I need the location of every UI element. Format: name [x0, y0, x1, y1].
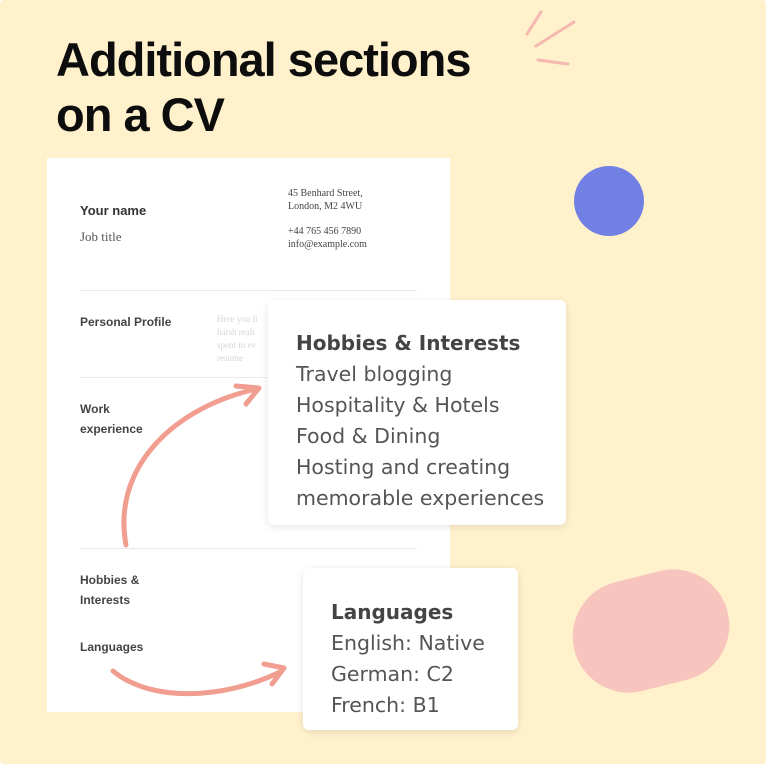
cv-profile-line: spent in ev: [217, 340, 256, 350]
cv-name: Your name: [80, 203, 147, 218]
language-item: French: B1: [331, 693, 440, 717]
headline-line-2: on a CV: [56, 88, 224, 141]
hobbies-item: memorable experiences: [296, 486, 545, 510]
cv-section-work-line-2: experience: [80, 422, 143, 436]
hobbies-item: Food & Dining: [296, 424, 441, 448]
cv-email: info@example.com: [288, 239, 367, 250]
hobbies-item: Hospitality & Hotels: [296, 393, 500, 417]
arrow-to-languages-icon: [113, 671, 280, 694]
headline-line-1: Additional sections: [56, 33, 471, 86]
languages-card-title: Languages: [331, 600, 454, 624]
cv-profile-line: resume: [217, 353, 243, 363]
hobbies-card-title: Hobbies & Interests: [296, 331, 521, 355]
cv-address-line-1: 45 Benhard Street,: [288, 188, 363, 199]
cv-section-hobbies-line-1: Hobbies &: [80, 573, 140, 587]
cv-profile-line: Here you li: [217, 314, 258, 324]
cv-section-personal-profile: Personal Profile: [80, 315, 172, 329]
languages-card: [303, 568, 518, 730]
cv-address-line-2: London, M2 4WU: [288, 201, 363, 212]
language-item: English: Native: [331, 631, 485, 655]
cv-section-hobbies-line-2: Interests: [80, 593, 131, 607]
cv-phone: +44 765 456 7890: [288, 226, 362, 237]
cv-job-title: Job title: [80, 229, 122, 244]
hobbies-item: Travel blogging: [296, 362, 453, 386]
hobbies-item: Hosting and creating: [296, 455, 511, 479]
hobbies-card: [268, 300, 566, 525]
arrow-to-hobbies-icon: [124, 390, 252, 545]
cv-section-languages: Languages: [80, 640, 144, 654]
cv-section-work-line-1: Work: [80, 402, 110, 416]
cv-profile-line: harsh reali: [217, 327, 255, 337]
language-item: German: C2: [331, 662, 454, 686]
